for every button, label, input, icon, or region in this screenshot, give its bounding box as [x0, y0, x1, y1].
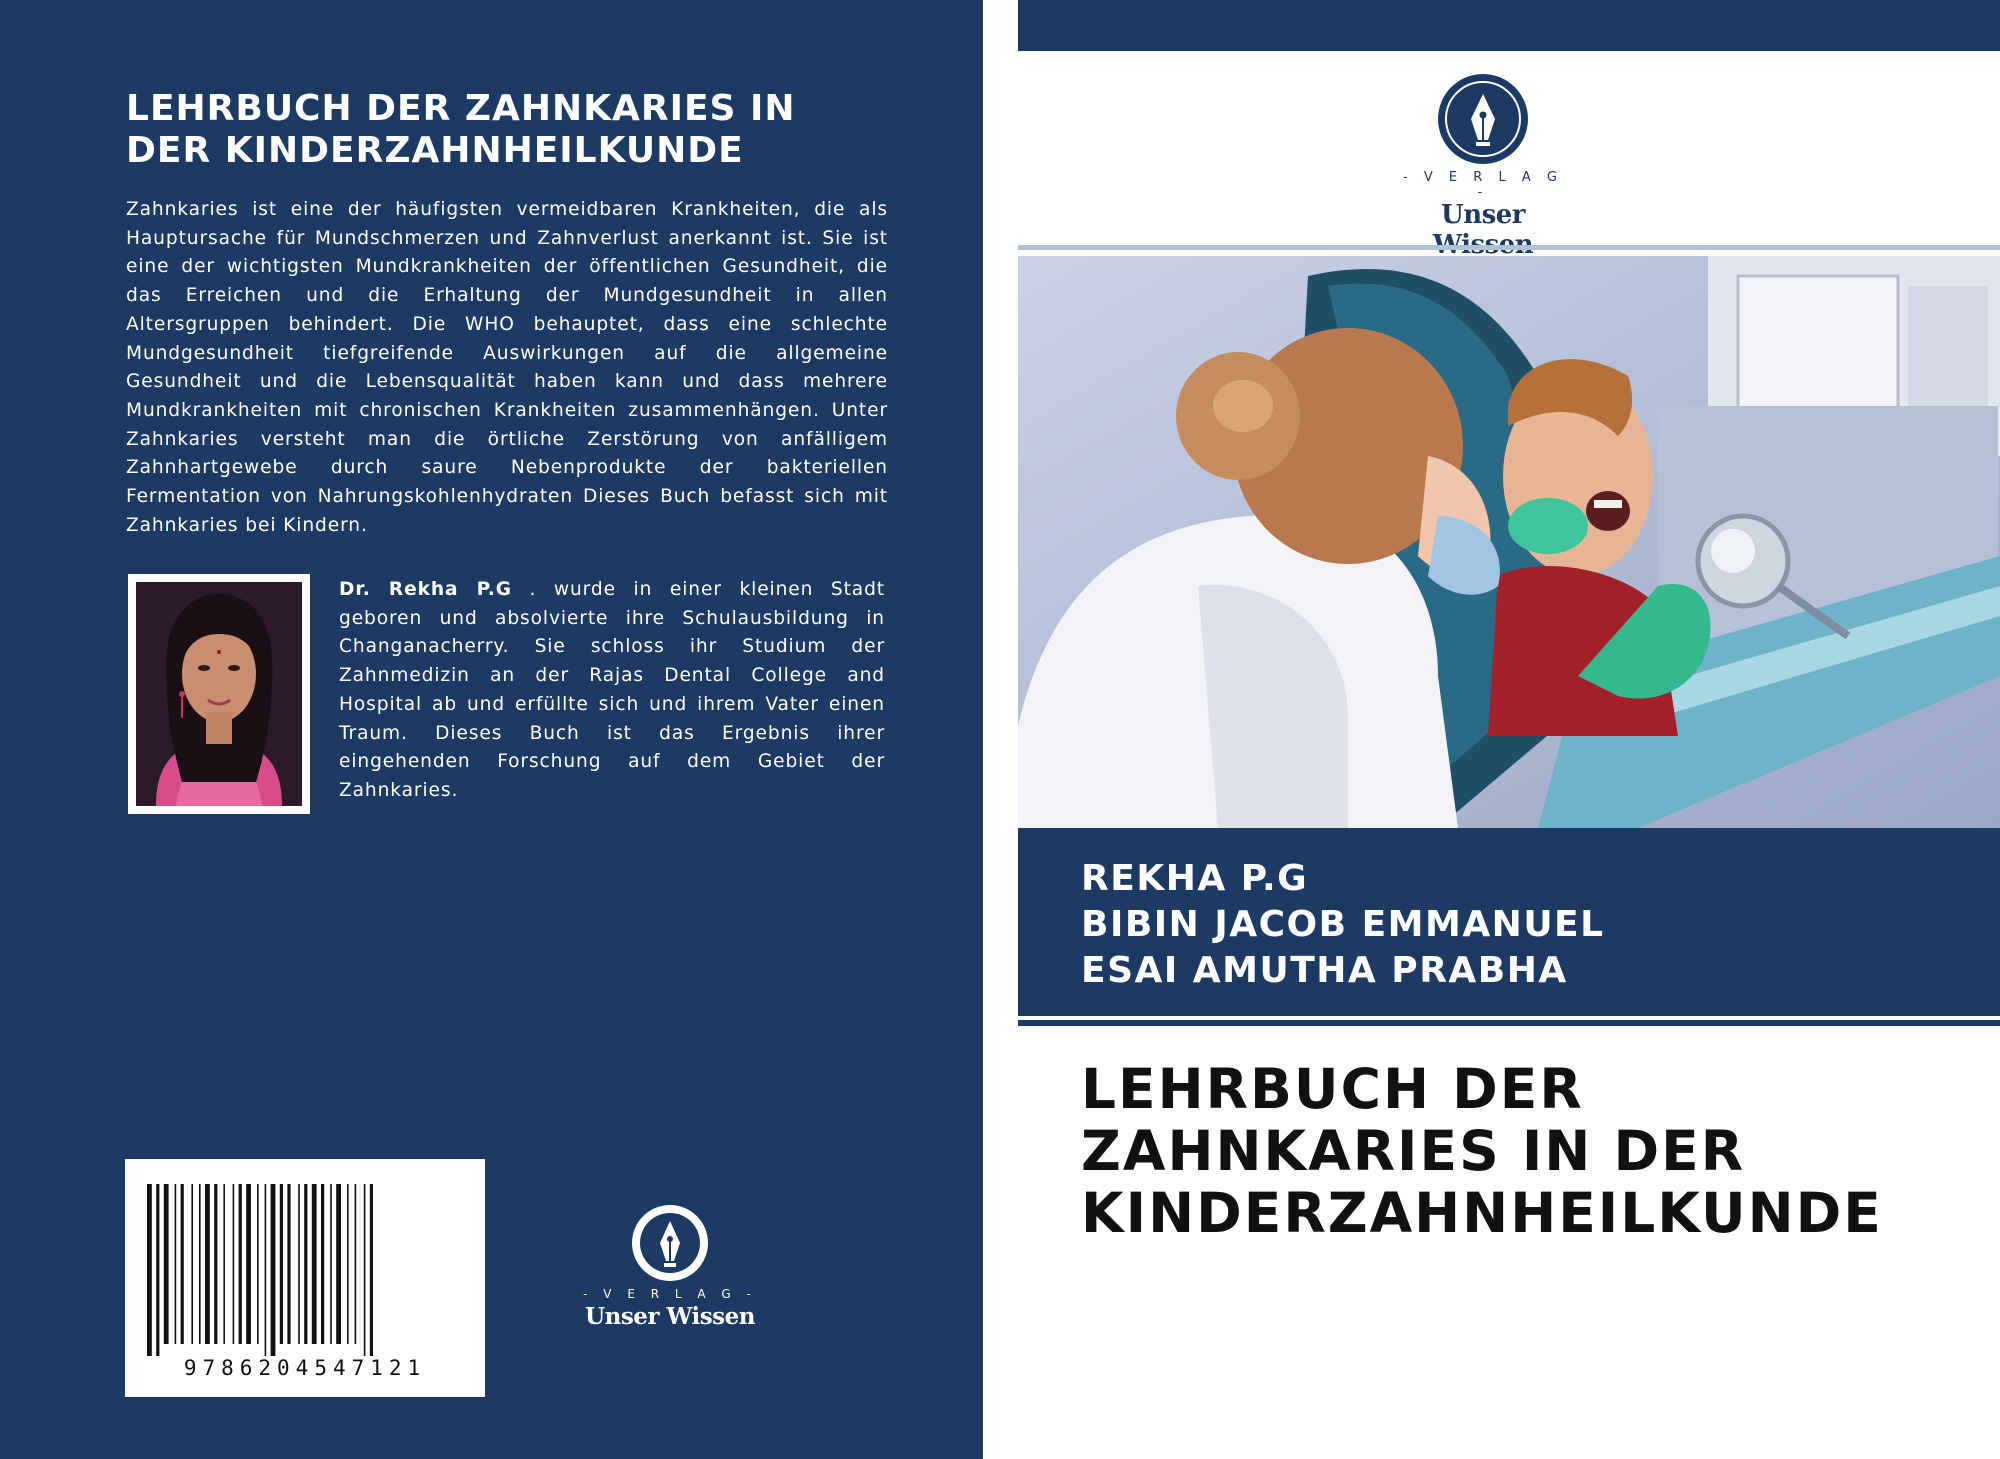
author-name-2: BIBIN JACOB EMMANUEL: [1081, 904, 1605, 945]
photo-top-rule: [1018, 245, 2000, 250]
barcode-bar: [280, 1184, 283, 1344]
front-top-band: [1018, 0, 2000, 51]
back-verlag-label: - V E R L A G -: [583, 1287, 757, 1301]
barcode-bar: [175, 1184, 177, 1344]
front-cover-title: LEHRBUCH DER ZAHNKARIES IN DER KINDERZAHNHEILKUNDE: [1081, 1057, 1883, 1245]
front-cover: [983, 0, 2000, 1459]
back-publisher-name: Unser Wissen: [585, 1303, 755, 1330]
front-verlag-label: - V E R L A G -: [1403, 170, 1563, 200]
title-top-rule: [1018, 1020, 2000, 1026]
barcode-bar: [364, 1184, 366, 1356]
barcode-bar: [205, 1184, 210, 1344]
barcode-bar: [287, 1184, 290, 1344]
author-name-3: ESAI AMUTHA PRABHA: [1081, 950, 1568, 991]
barcode-bar: [271, 1184, 276, 1356]
author-photo: [128, 574, 310, 814]
author-portrait-image: [136, 582, 302, 806]
barcode-bars: [147, 1184, 463, 1356]
fountain-pen-nib-icon: [630, 1203, 710, 1283]
author-name-1: REKHA P.G: [1081, 858, 1309, 899]
barcode-bar: [355, 1184, 357, 1344]
barcode-bar: [233, 1184, 235, 1344]
barcode-bar: [164, 1184, 169, 1344]
barcode-bar: [330, 1184, 332, 1344]
barcode-bar: [298, 1184, 300, 1344]
barcode-bar: [156, 1184, 159, 1356]
book-blurb: Zahnkaries ist eine der häufigsten vermeidbaren Krankheiten, die als Hauptursache für Mundschmerzen und Zahnverlust anerkannt ist. Sie ist eine der wichtigsten Mundkrankheiten der öffentlichen Gesundheit, die das Erreichen und die Erhaltung der Mundgesundheit in allen Altersgruppen behindert. Die WHO behauptet, dass eine schlechte Mundgesundheit tiefgreifende Auswirkungen auf die allgemeine Gesundheit und die Lebensqualität haben kann und dass mehrere Mundkrankheiten mit chronischen Krankheiten zusammenhängen. Unter Zahnkaries versteht man die örtliche Zerstörung von anfälligem Zahnhartgewebe durch saure Nebenprodukte der bakteriellen Fermentation von Nahrungskohlenhydraten Dieses Buch befasst sich mit Zahnkaries bei Kindern.: [126, 199, 888, 536]
barcode-bar: [191, 1184, 193, 1344]
barcode-bar: [312, 1184, 317, 1344]
fountain-pen-nib-icon: [1436, 72, 1530, 166]
barcode-bar: [336, 1184, 341, 1344]
isbn-barcode: [125, 1159, 485, 1397]
back-cover-title: LEHRBUCH DER ZAHNKARIES IN DER KINDERZAHNHEILKUNDE: [126, 88, 796, 171]
barcode-bar: [257, 1184, 259, 1344]
barcode-bar: [223, 1184, 225, 1344]
back-cover: [0, 0, 983, 1459]
dentist-child-photo: [1018, 256, 2000, 828]
barcode-bar: [370, 1184, 373, 1356]
authors-band: [1018, 828, 2000, 1016]
barcode-bar: [239, 1184, 242, 1344]
back-publisher-logo: [575, 1203, 765, 1330]
author-bio: [339, 576, 885, 806]
barcode-bar: [147, 1184, 152, 1356]
front-publisher-name: Unser: [1441, 200, 1525, 230]
front-publisher-logo: [1393, 72, 1573, 260]
barcode-bar: [347, 1184, 349, 1344]
barcode-bar: [321, 1184, 324, 1344]
author-bio-text: . wurde in einer kleinen Stadt geboren und absolvierte ihre Schulausbildung in Changanacherry. Sie schloss ihr Studium der Zahnmedizin an der Rajas Dental College and Hospital ab und erfüllte sich und ihrem Vater einen Traum. Dieses Buch ist das Ergebnis ihrer eingehenden Forschung auf dem Gebiet der Zahnkaries.: [339, 579, 885, 801]
barcode-bar: [246, 1184, 251, 1344]
barcode-bar: [199, 1184, 201, 1344]
barcode-bar: [265, 1184, 267, 1356]
isbn-number: 9786204547121: [183, 1356, 427, 1380]
barcode-bar: [214, 1184, 217, 1344]
cover-photo-dentist: [1018, 256, 2000, 828]
barcode-bar: [181, 1184, 184, 1344]
author-bio-name: Dr. Rekha P.G: [339, 579, 512, 600]
barcode-bar: [304, 1184, 307, 1344]
